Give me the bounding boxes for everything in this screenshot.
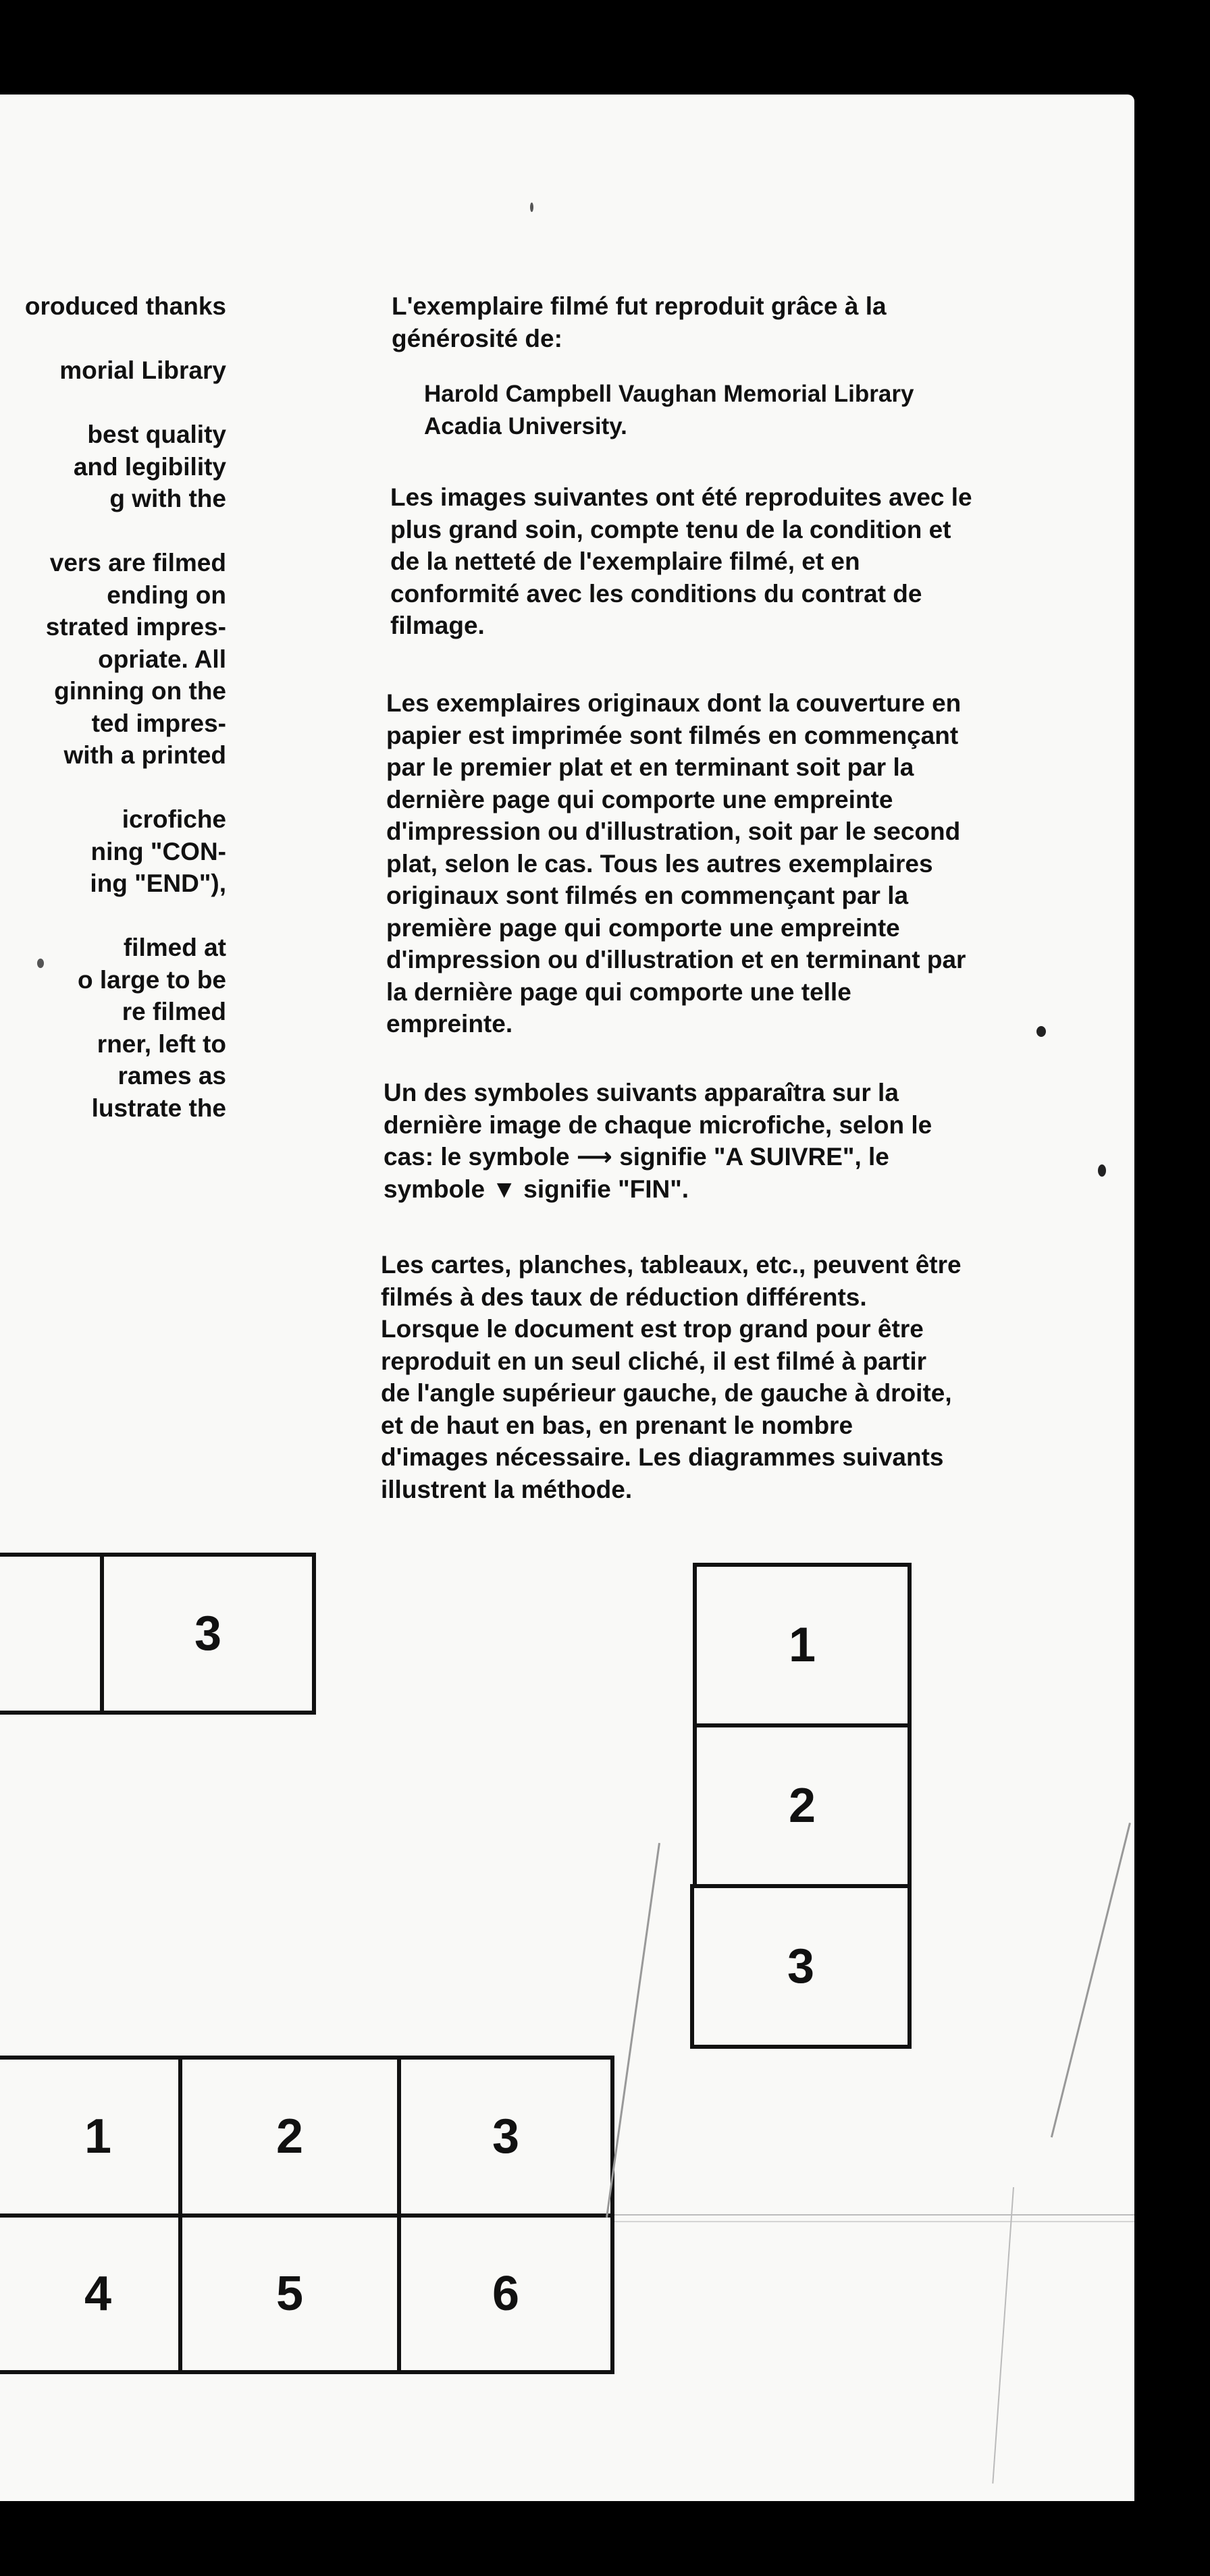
- text-line: empreinte.: [386, 1010, 513, 1038]
- text-line: d'impression ou d'illustration et en terminant par: [386, 946, 966, 973]
- text-line: morial Library: [59, 356, 226, 384]
- text-line: première page qui comporte une empreinte: [386, 913, 900, 942]
- text-line: dernière page qui comporte une empreinte: [386, 785, 893, 813]
- text-line: cas: le symbole ⟶ signifie "A SUIVRE", le: [384, 1143, 889, 1171]
- dust-speck: [530, 203, 533, 212]
- text-line: d'images nécessaire. Les diagrammes suivants: [381, 1443, 944, 1471]
- text-line: ted impres-: [91, 709, 226, 737]
- dust-speck: [1098, 1164, 1106, 1177]
- text-line: o large to be: [78, 965, 226, 994]
- dust-speck: [1036, 1026, 1046, 1037]
- text-line: ending on: [107, 581, 226, 609]
- scan-scratch: [1051, 1823, 1131, 2137]
- text-line: de la netteté de l'exemplaire filmé, et en: [390, 547, 860, 575]
- text-line: par le premier plat et en terminant soit par la: [386, 753, 914, 781]
- text-line: conformité avec les conditions du contrat de: [390, 579, 922, 608]
- diagram-cell: 6: [397, 2213, 614, 2374]
- text-line: filmage.: [390, 612, 485, 639]
- text-line: illustrent la méthode.: [381, 1475, 633, 1503]
- text-line: icrofiche: [122, 805, 226, 833]
- text-line: ning "CON-: [90, 837, 226, 865]
- text-line: dernière image de chaque microfiche, selon le: [384, 1110, 932, 1139]
- text-line: rames as: [117, 1062, 226, 1090]
- text-line: lustrate the: [91, 1094, 226, 1122]
- diagram-cell: 2: [178, 2056, 401, 2218]
- diagram-cell: 3: [690, 1884, 912, 2049]
- paragraph-quality: [390, 481, 972, 642]
- intro-line: générosité de:: [392, 324, 562, 352]
- text-line: de l'angle supérieur gauche, de gauche à droite,: [381, 1379, 952, 1407]
- diagram-cell: 2: [693, 1723, 912, 1888]
- diagram-cell: 4: [0, 2213, 182, 2374]
- text-line: rner, left to: [97, 1029, 226, 1058]
- text-line: [0, 515, 226, 547]
- text-line: [0, 387, 226, 419]
- text-line: symbole ▼ signifie "FIN".: [384, 1175, 689, 1203]
- text-line: ing "END"),: [90, 869, 226, 897]
- text-line: plus grand soin, compte tenu de la condition et: [390, 515, 951, 543]
- diagram-cell: 3: [100, 1553, 316, 1715]
- text-line: and legibility: [73, 452, 226, 481]
- text-line: with a printed: [63, 741, 226, 769]
- text-line: Lorsque le document est trop grand pour être: [381, 1315, 924, 1343]
- text-line: [0, 900, 226, 932]
- scan-line: [614, 2221, 1134, 2222]
- text-line: vers are filmed: [49, 549, 226, 576]
- paragraph-originals: [386, 687, 966, 1040]
- text-line: g with the: [109, 485, 226, 512]
- institution-line: Harold Campbell Vaughan Memorial Library: [424, 381, 914, 407]
- scanned-page: [0, 95, 1134, 2501]
- left-column-text: [0, 290, 226, 1124]
- text-line: Un des symboles suivants apparaîtra sur la: [384, 1079, 899, 1106]
- text-line: originaux sont filmés en commençant par la: [386, 882, 909, 909]
- intro-text: [392, 290, 887, 354]
- text-line: et de haut en bas, en prenant le nombre: [381, 1411, 853, 1439]
- text-line: reproduit en un seul cliché, il est filmé à partir: [381, 1347, 927, 1375]
- text-line: re filmed: [122, 998, 226, 1025]
- text-line: papier est imprimée sont filmés en commençant: [386, 721, 959, 749]
- scan-scratch: [992, 2187, 1014, 2484]
- text-line: Les images suivantes ont été reproduites avec le: [390, 483, 972, 511]
- diagram-cell: [0, 1553, 104, 1715]
- text-line: Les cartes, planches, tableaux, etc., peuvent être: [381, 1251, 962, 1279]
- text-line: la dernière page qui comporte une telle: [386, 977, 851, 1006]
- diagram-cell: 1: [0, 2056, 182, 2218]
- institution-name: [424, 378, 914, 442]
- diagram-cell: 3: [397, 2056, 614, 2218]
- intro-line: L'exemplaire filmé fut reproduit grâce à la: [392, 292, 887, 320]
- scan-scratch: [606, 1843, 660, 2218]
- paragraph-symbols: [384, 1077, 932, 1205]
- text-line: Les exemplaires originaux dont la couverture en: [386, 689, 962, 717]
- text-line: strated impres-: [45, 613, 226, 641]
- diagram-cell: 5: [178, 2213, 401, 2374]
- text-line: ginning on the: [54, 677, 226, 705]
- text-line: filmés à des taux de réduction différents.: [381, 1283, 867, 1311]
- scan-line: [614, 2214, 1134, 2216]
- dust-speck: [37, 959, 44, 968]
- text-line: filmed at: [123, 934, 226, 961]
- text-line: oroduced thanks: [24, 292, 226, 320]
- diagram-cell: 1: [693, 1563, 912, 1727]
- text-line: plat, selon le cas. Tous les autres exemplaires: [386, 849, 933, 878]
- text-line: d'impression ou d'illustration, soit par le second: [386, 817, 961, 845]
- institution-line: Acadia University.: [424, 412, 627, 439]
- paragraph-maps: [381, 1249, 962, 1505]
- text-line: [0, 772, 226, 804]
- text-line: [0, 323, 226, 355]
- text-line: best quality: [87, 421, 226, 448]
- text-line: opriate. All: [98, 645, 226, 673]
